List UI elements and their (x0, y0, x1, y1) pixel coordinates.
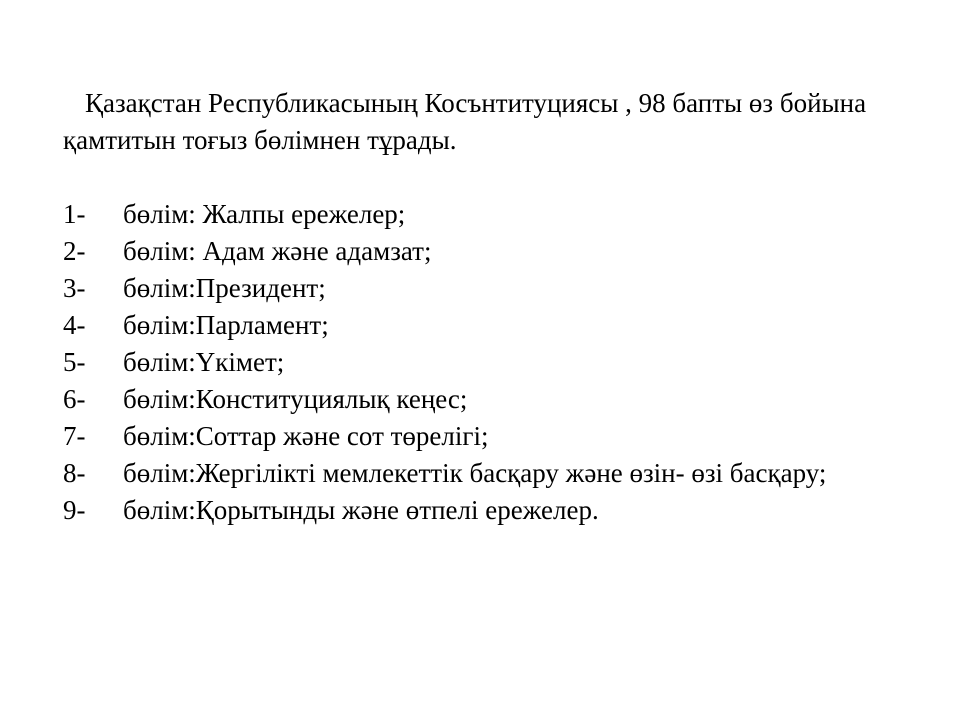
section-number: 9- (63, 495, 86, 525)
section-item-3 (63, 270, 913, 307)
section-text: бөлім:Президент; (123, 273, 326, 303)
section-item-2 (63, 233, 913, 270)
section-item-8 (63, 455, 913, 492)
section-number: 6- (63, 384, 86, 414)
section-number: 2- (63, 236, 86, 266)
section-number: 1- (63, 199, 86, 229)
section-number: 4- (63, 310, 86, 340)
section-number: 5- (63, 347, 86, 377)
spacer (63, 159, 913, 196)
section-item-9 (63, 492, 913, 529)
section-item-1 (63, 196, 913, 233)
section-text: бөлім:Үкімет; (123, 347, 285, 377)
section-text: бөлім:Парламент; (123, 310, 329, 340)
section-text: бөлім: Жалпы ережелер; (123, 199, 406, 229)
slide-content (63, 85, 913, 529)
intro-paragraph: Қазақстан Республикасының Косънтитуциясы , 98 бапты өз бойына қамтитын тоғыз бөлімнен тұрады. (63, 88, 867, 155)
section-text: бөлім:Соттар және сот төрелігі; (123, 421, 489, 451)
section-number: 8- (63, 458, 86, 488)
sections-list (63, 196, 913, 529)
section-number: 3- (63, 273, 86, 303)
section-item-4 (63, 307, 913, 344)
section-text: бөлім:Конституциялық кеңес; (123, 384, 468, 414)
section-number: 7- (63, 421, 86, 451)
section-item-5 (63, 344, 913, 381)
section-item-6 (63, 381, 913, 418)
section-text: бөлім:Жергілікті мемлекеттік басқару және өзін- өзі басқару; (123, 458, 827, 488)
section-text: бөлім: Адам және адамзат; (123, 236, 432, 266)
section-item-7 (63, 418, 913, 455)
section-text: бөлім:Қорытынды және өтпелі ережелер. (123, 495, 599, 525)
